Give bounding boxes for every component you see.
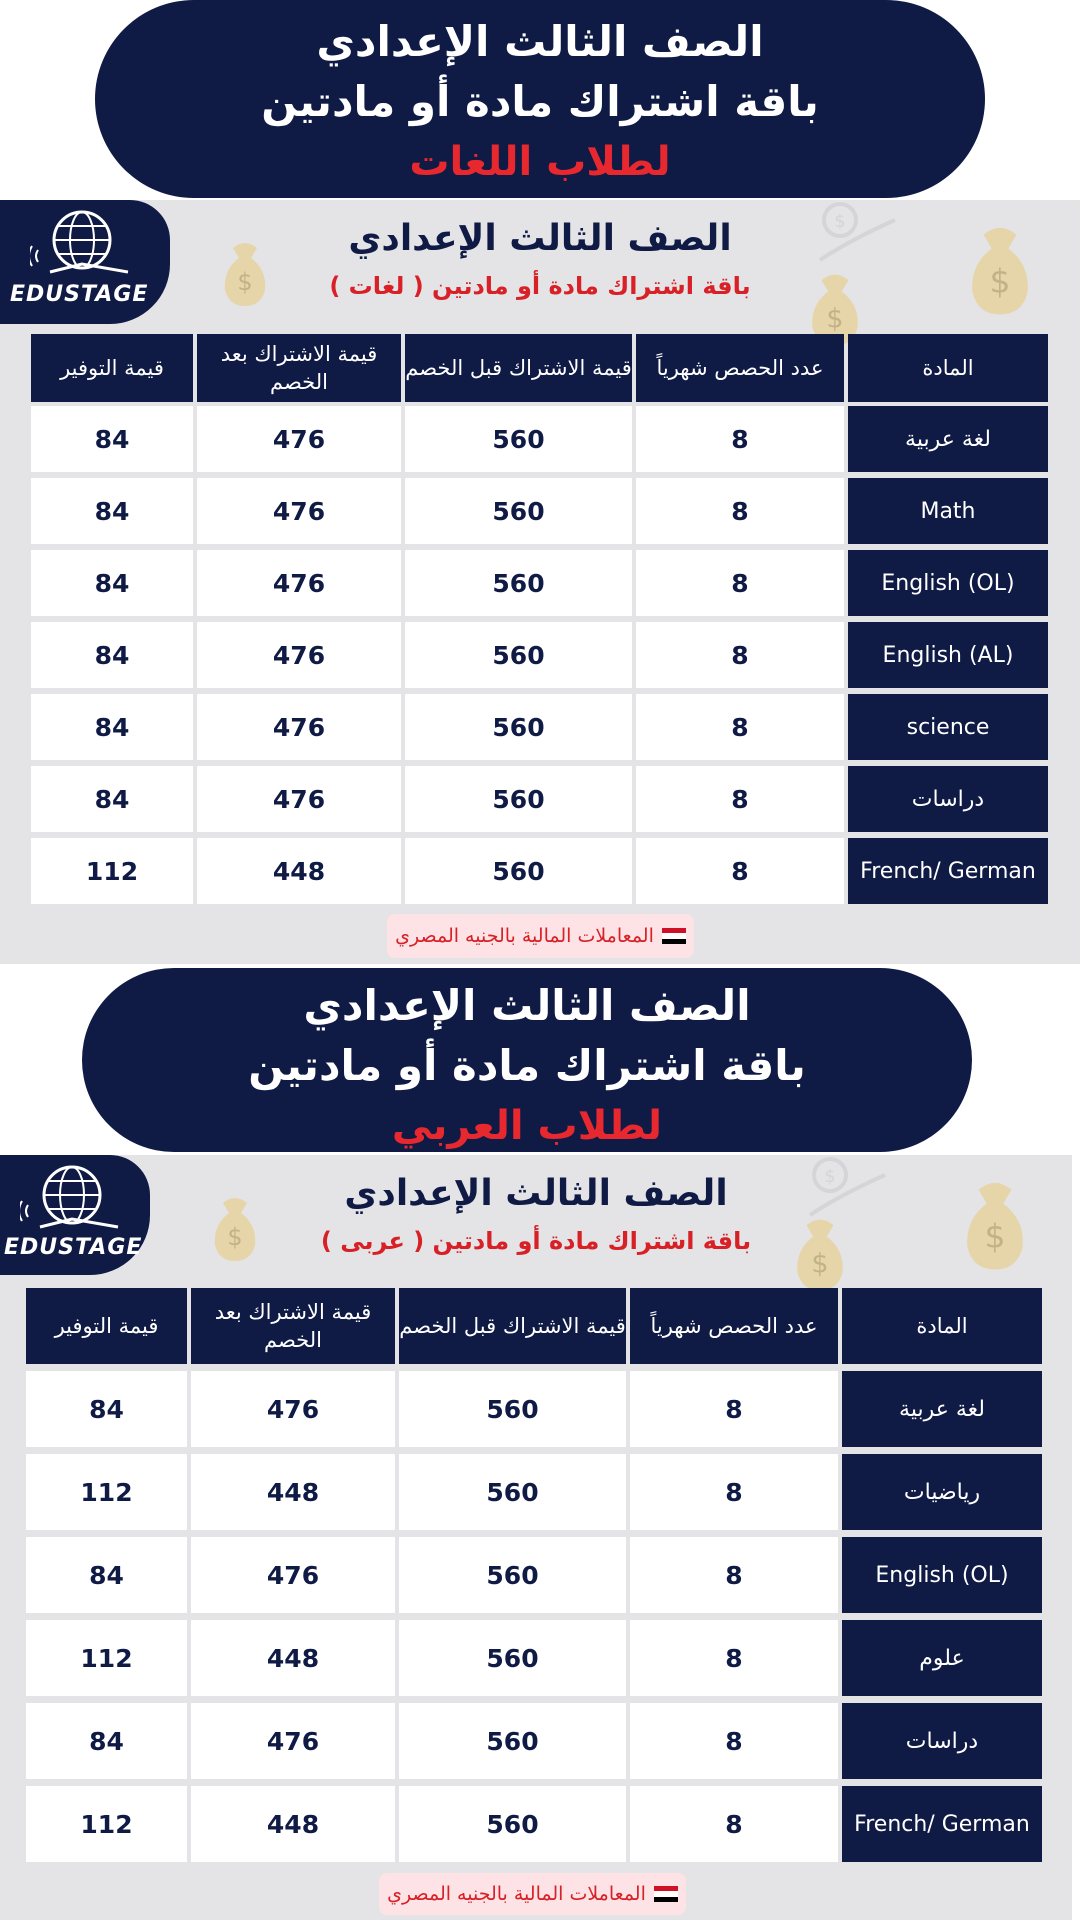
table-row-price-before: 560 <box>405 478 632 544</box>
table-row-subject: science <box>848 694 1048 760</box>
table-row-saving: 84 <box>31 766 193 832</box>
table-row-price-before: 560 <box>399 1786 626 1862</box>
banner-package-title: باقة اشتراك مادة أو مادتين <box>261 77 819 126</box>
table-row-subject: English (OL) <box>842 1537 1042 1613</box>
banner-package-title: باقة اشتراك مادة أو مادتين <box>248 1041 806 1090</box>
table-row-saving: 84 <box>31 478 193 544</box>
table-row-price-after: 476 <box>197 478 401 544</box>
table-row-price-before: 560 <box>399 1371 626 1447</box>
table-row-price-after: 476 <box>197 766 401 832</box>
table-row-subject: French/ German <box>842 1786 1042 1862</box>
col-header-price-before: قيمة الاشتراك قبل الخصم <box>399 1288 626 1364</box>
table-row-price-after: 476 <box>191 1703 395 1779</box>
table-row-price-after: 448 <box>191 1786 395 1862</box>
table-row-sessions: 8 <box>636 838 844 904</box>
logo-text: EDUSTAGE <box>10 282 149 307</box>
table-row-subject: رياضيات <box>842 1454 1042 1530</box>
table-row-sessions: 8 <box>636 550 844 616</box>
table-row-saving: 84 <box>31 694 193 760</box>
table-row-price-before: 560 <box>399 1703 626 1779</box>
table-row-price-before: 560 <box>405 550 632 616</box>
svg-text:$: $ <box>989 261 1011 301</box>
table-row-saving: 84 <box>26 1537 187 1613</box>
table-row-price-before: 560 <box>405 766 632 832</box>
egypt-flag-icon <box>654 1886 678 1902</box>
table-row-saving: 84 <box>31 550 193 616</box>
table-row-subject: علوم <box>842 1620 1042 1696</box>
table-row-saving: 84 <box>26 1703 187 1779</box>
section2-banner <box>82 968 972 1152</box>
svg-text:$: $ <box>237 268 253 296</box>
table-row-price-after: 448 <box>191 1454 395 1530</box>
panel-subtitle: باقة اشتراك مادة أو مادتين ( لغات ) <box>329 272 751 300</box>
panel-title: الصف الثالث الإعدادي <box>348 218 732 259</box>
table-row-sessions: 8 <box>630 1620 838 1696</box>
table-row-saving: 112 <box>26 1786 187 1862</box>
col-header-price-after: قيمة الاشتراك بعد الخصم <box>197 334 401 402</box>
table-row-sessions: 8 <box>630 1454 838 1530</box>
banner-audience: لطلاب العربي <box>391 1103 663 1149</box>
table-row-price-before: 560 <box>399 1537 626 1613</box>
table-row-saving: 84 <box>31 622 193 688</box>
banner-grade-title: الصف الثالث الإعدادي <box>303 981 751 1030</box>
table-row-price-after: 476 <box>197 694 401 760</box>
currency-note-text: المعاملات المالية بالجنيه المصري <box>387 1883 646 1905</box>
table-row-price-after: 476 <box>197 622 401 688</box>
table-row-price-before: 560 <box>405 406 632 472</box>
col-header-sessions: عدد الحصص شهرياً <box>630 1288 838 1364</box>
svg-text:$: $ <box>834 211 846 232</box>
col-header-price-before: قيمة الاشتراك قبل الخصم <box>405 334 632 402</box>
table-row-price-after: 476 <box>197 550 401 616</box>
panel-subtitle: باقة اشتراك مادة أو مادتين ( عربى ) <box>320 1227 752 1255</box>
table-row-price-after: 476 <box>197 406 401 472</box>
table-row-sessions: 8 <box>636 694 844 760</box>
table-row-subject: French/ German <box>848 838 1048 904</box>
table-row-subject: English (OL) <box>848 550 1048 616</box>
svg-text:$: $ <box>824 1166 836 1187</box>
table-row-price-before: 560 <box>405 694 632 760</box>
currency-note-text: المعاملات المالية بالجنيه المصري <box>395 925 654 947</box>
col-header-saving: قيمة التوفير <box>26 1288 187 1364</box>
table-row-price-before: 560 <box>405 838 632 904</box>
col-header-subject: المادة <box>848 334 1048 402</box>
table-row-saving: 84 <box>31 406 193 472</box>
table-row-price-before: 560 <box>405 622 632 688</box>
table-row-subject: لغة عربية <box>848 406 1048 472</box>
section2-panel <box>0 1155 1072 1920</box>
table-row-subject: لغة عربية <box>842 1371 1042 1447</box>
table-row-subject: English (AL) <box>848 622 1048 688</box>
egypt-flag-icon <box>662 928 686 944</box>
svg-text:$: $ <box>811 1248 829 1280</box>
table-row-sessions: 8 <box>636 622 844 688</box>
currency-note <box>379 1873 686 1915</box>
panel-title: الصف الثالث الإعدادي <box>344 1173 728 1214</box>
logo-text: EDUSTAGE <box>4 1235 143 1260</box>
table-row-saving: 84 <box>26 1371 187 1447</box>
svg-text:$: $ <box>227 1223 243 1251</box>
table-row-price-after: 448 <box>197 838 401 904</box>
col-header-subject: المادة <box>842 1288 1042 1364</box>
banner-audience: لطلاب اللغات <box>409 139 671 185</box>
table-row-subject: دراسات <box>842 1703 1042 1779</box>
table-row-subject: دراسات <box>848 766 1048 832</box>
col-header-price-after: قيمة الاشتراك بعد الخصم <box>191 1288 395 1364</box>
table-row-sessions: 8 <box>630 1786 838 1862</box>
table-row-sessions: 8 <box>630 1371 838 1447</box>
table-row-price-before: 560 <box>399 1454 626 1530</box>
table-row-price-before: 560 <box>399 1620 626 1696</box>
table-row-saving: 112 <box>26 1620 187 1696</box>
table-row-sessions: 8 <box>636 766 844 832</box>
table-row-sessions: 8 <box>636 478 844 544</box>
svg-text:$: $ <box>826 303 844 335</box>
table-row-saving: 112 <box>31 838 193 904</box>
svg-text:$: $ <box>984 1216 1006 1256</box>
table-row-price-after: 448 <box>191 1620 395 1696</box>
table-row-saving: 112 <box>26 1454 187 1530</box>
table-row-sessions: 8 <box>630 1703 838 1779</box>
table-row-sessions: 8 <box>630 1537 838 1613</box>
col-header-sessions: عدد الحصص شهرياً <box>636 334 844 402</box>
section1-banner <box>95 0 985 198</box>
table-row-sessions: 8 <box>636 406 844 472</box>
banner-grade-title: الصف الثالث الإعدادي <box>316 17 764 66</box>
col-header-saving: قيمة التوفير <box>31 334 193 402</box>
table-row-price-after: 476 <box>191 1371 395 1447</box>
table-row-price-after: 476 <box>191 1537 395 1613</box>
currency-note <box>387 914 694 958</box>
table-row-subject: Math <box>848 478 1048 544</box>
section1-panel <box>0 200 1080 964</box>
